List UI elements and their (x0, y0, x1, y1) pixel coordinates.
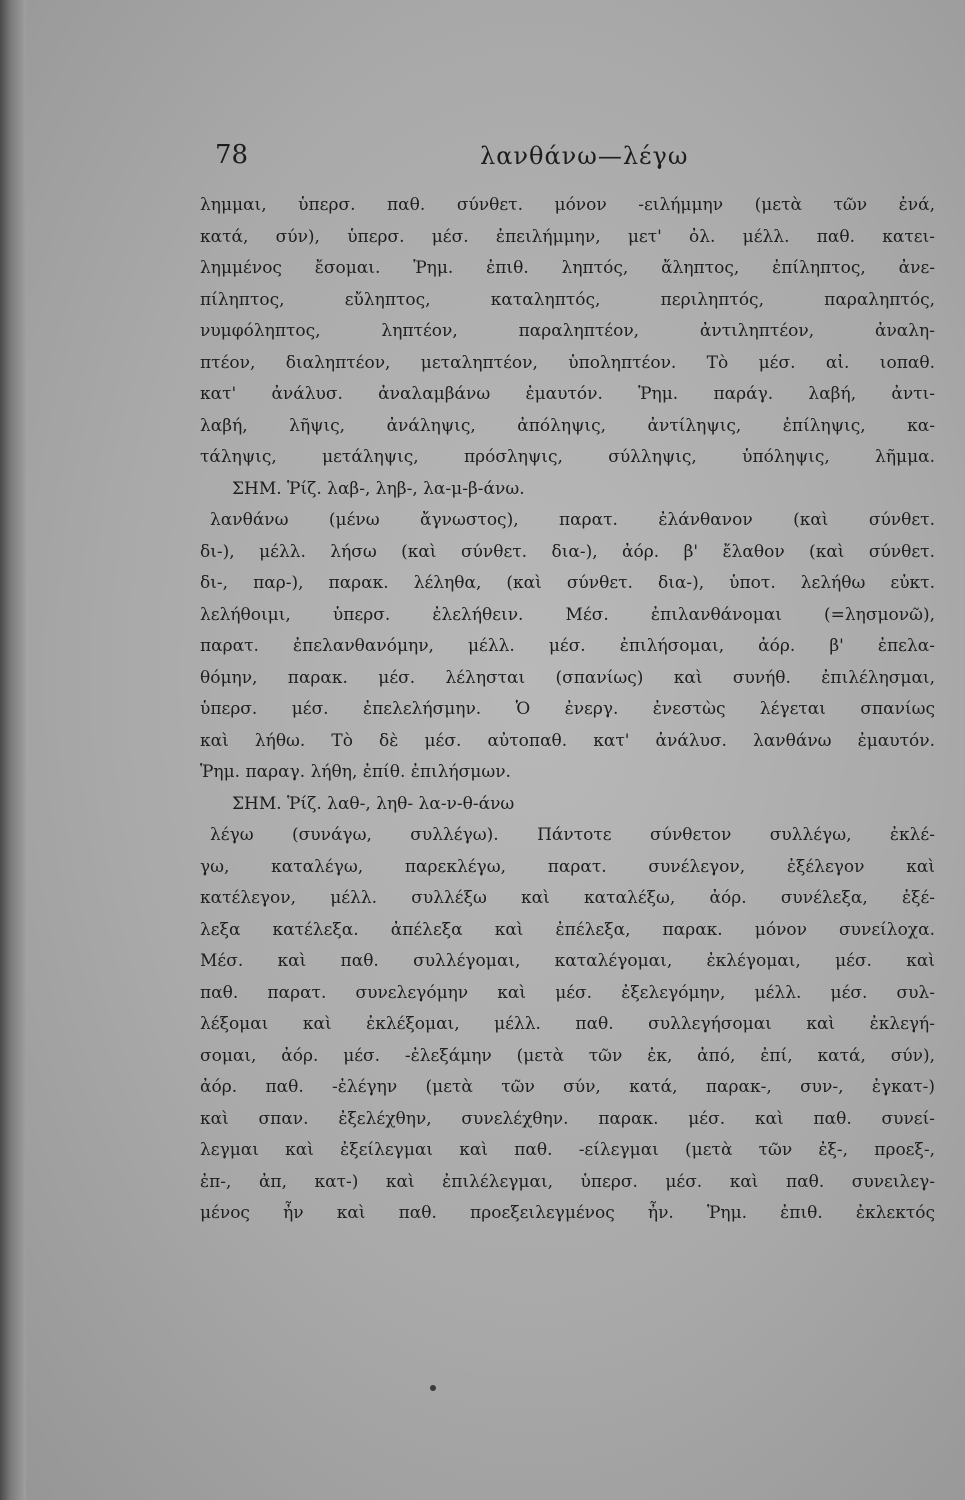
text-line: ὑπερσ. μέσ. ἐπελελήσμην. Ὁ ἐνεργ. ἐνεστὼς λέγεται σπανίως (200, 699, 935, 719)
text-line: λημμαι, ὑπερσ. παθ. σύνθετ. μόνον -ειλήμμην (μετὰ τῶν ἐνά, (200, 195, 935, 215)
text-line: λημμένος ἔσομαι. Ῥημ. ἐπιθ. ληπτός, ἄληπτος, ἐπίληπτος, ἀνε- (200, 258, 935, 278)
text-line: γω, καταλέγω, παρεκλέγω, παρατ. συνέλεγον, ἐξέλεγον καὶ (200, 856, 935, 877)
text-line: κατέλεγον, μέλλ. συλλέξω καὶ καταλέξω, ἀόρ. συνέλεξα, ἐξέ- (200, 888, 935, 908)
page-spine-shadow (0, 0, 26, 1500)
ink-speck (430, 1385, 436, 1391)
text-line: λεξα κατέλεξα. ἀπέλεξα καὶ ἐπέλεξα, παρακ. μόνον συνείλοχα. (200, 919, 935, 940)
text-line: δι-), μέλλ. λήσω (καὶ σύνθετ. δια-), ἀόρ. β' ἔλαθον (καὶ σύνθετ. (200, 541, 935, 562)
text-line: Ῥημ. παραγ. λήθη, ἐπίθ. ἐπιλήσμων. (200, 762, 511, 782)
text-line: λελήθοιμι, ὑπερσ. ἐλελήθειν. Μέσ. ἐπιλανθάνομαι (=λησμονῶ), (200, 604, 935, 625)
text-line: Μέσ. καὶ παθ. συλλέγομαι, καταλέγομαι, ἐκλέγομαι, μέσ. καὶ (200, 951, 935, 971)
text-line: πτέον, διαληπτέον, μεταληπτέον, ὑποληπτέον. Τὸ μέσ. αἰ. ιοπαθ. (200, 352, 935, 373)
body-text (200, 190, 935, 1230)
text-line: ἐπ-, ἀπ, κατ-) καὶ ἐπιλέλεγμαι, ὑπερσ. μέσ. καὶ παθ. συνειλεγ- (200, 1171, 935, 1192)
entry-headword-line: λανθάνω (μένω ἄγνωστος), παρατ. ἐλάνθανον (καὶ σύνθετ. (210, 510, 935, 530)
text-line: κατ' ἀνάλυσ. ἀναλαμβάνω ἐμαυτόν. Ῥημ. παράγ. λαβή, ἀντι- (200, 384, 935, 404)
text-line: λέξομαι καὶ ἐκλέξομαι, μέλλ. παθ. συλλεγήσομαι καὶ ἐκλεγή- (200, 1014, 935, 1034)
text-line: τάληψις, μετάληψις, πρόσληψις, σύλληψις, ὑπόληψις, λῆμμα. (200, 447, 935, 467)
text-line: μένος ἦν καὶ παθ. προεξειλεγμένος ἦν. Ῥημ. ἐπιθ. ἐκλεκτός (200, 1203, 935, 1223)
entry-headword-line: λέγω (συνάγω, συλλέγω). Πάντοτε σύνθετον συλλέγω, ἐκλέ- (210, 825, 935, 845)
text-line: νυμφόληπτος, ληπτέον, παραληπτέον, ἀντιληπτέον, ἀναλη- (200, 321, 935, 341)
text-line: κατά, σύν), ὑπερσ. μέσ. ἐπειλήμμην, μετ' ὀλ. μέλλ. παθ. κατει- (200, 226, 935, 247)
text-line: παρατ. ἐπελανθανόμην, μέλλ. μέσ. ἐπιλήσομαι, ἀόρ. β' ἐπελα- (200, 636, 935, 656)
text-line: δι-, παρ-), παρακ. λέληθα, (καὶ σύνθετ. δια-), ὑποτ. λελήθω εὐκτ. (200, 573, 935, 593)
page-number: 78 (215, 140, 249, 170)
text-line: ἀόρ. παθ. -ἐλέγην (μετὰ τῶν σύν, κατά, παρακ-, συν-, ἐγκατ-) (200, 1077, 935, 1097)
note-line: ΣΗΜ. Ῥίζ. λαβ-, ληβ-, λα-μ-β-άνω. (232, 478, 525, 499)
text-line: παθ. παρατ. συνελεγόμην καὶ μέσ. ἐξελεγόμην, μέλλ. μέσ. συλ- (200, 982, 935, 1003)
text-line: λαβή, λῆψις, ἀνάληψις, ἀπόληψις, ἀντίληψις, ἐπίληψις, κα- (200, 415, 935, 436)
text-line: θόμην, παρακ. μέσ. λέλησται (σπανίως) καὶ συνήθ. ἐπιλέλησμαι, (200, 667, 935, 688)
running-head: λανθάνω—λέγω (480, 142, 689, 170)
text-line: λεγμαι καὶ ἐξείλεγμαι καὶ παθ. -είλεγμαι (μετὰ τῶν ἐξ-, προεξ-, (200, 1140, 935, 1160)
text-line: σομαι, ἀόρ. μέσ. -ἐλεξάμην (μετὰ τῶν ἐκ, ἀπό, ἐπί, κατά, σύν), (200, 1045, 935, 1066)
text-line: καὶ σπαν. ἐξελέχθην, συνελέχθην. παρακ. μέσ. καὶ παθ. συνεί- (200, 1108, 935, 1129)
note-line: ΣΗΜ. Ῥίζ. λαθ-, ληθ- λα-ν-θ-άνω (232, 793, 515, 814)
page-header (215, 140, 935, 180)
text-line: καὶ λήθω. Τὸ δὲ μέσ. αὐτοπαθ. κατ' ἀνάλυσ. λανθάνω ἐμαυτόν. (200, 730, 935, 751)
text-line: πίληπτος, εὔληπτος, καταληπτός, περιληπτός, παραληπτός, (200, 289, 935, 310)
